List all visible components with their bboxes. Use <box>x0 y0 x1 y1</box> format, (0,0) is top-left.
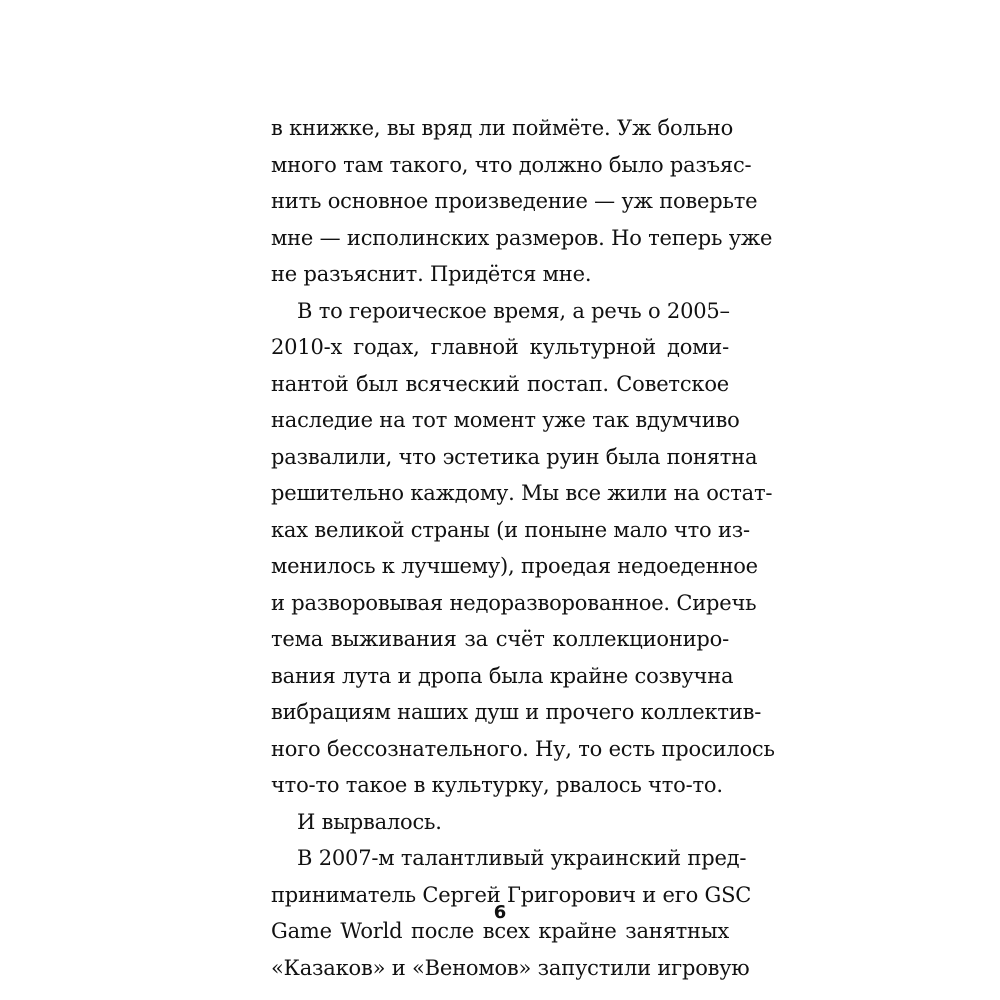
text-line: 2010-х годах, главной культурной доми- <box>271 335 729 359</box>
text-line: Game World после всех крайне занятных <box>271 919 729 943</box>
text-line: ного бессознательного. Ну, то есть просилось <box>271 736 775 761</box>
text-line: и разворовывая недоразворованное. Сиречь <box>271 590 757 615</box>
text-line: развалили, что эстетика руин была понятна <box>271 444 758 469</box>
body-text <box>271 110 775 986</box>
page-number: 6 <box>493 902 507 923</box>
text-line: нить основное произведение — уж поверьте <box>271 189 758 213</box>
text-line: много там такого, что должно было разъяс- <box>271 152 752 177</box>
text-line: приниматель Сергей Григорович и его GSC <box>271 882 752 907</box>
text-line: мне — исполинских размеров. Но теперь уже <box>271 225 773 250</box>
text-line: В то героическое время, а речь о 2005– <box>297 298 730 323</box>
text-line: менилось к лучшему), проедая недоеденное <box>271 554 758 578</box>
text-line: не разъяснит. Придётся мне. <box>271 262 592 286</box>
text-line: вибрациям наших душ и прочего коллектив- <box>271 700 762 724</box>
text-line: ках великой страны (и поныне мало что из- <box>271 517 750 542</box>
text-line: тема выживания за счёт коллекциониро- <box>271 627 729 651</box>
text-line: наследие на тот момент уже так вдумчиво <box>271 408 740 432</box>
text-line: В 2007-м талантливый украинский пред- <box>297 846 747 870</box>
text-line: И вырвалось. <box>297 809 442 834</box>
text-line: вания лута и дропа была крайне созвучна <box>271 663 734 688</box>
text-line: нантой был всяческий постап. Советское <box>271 371 729 396</box>
text-line: в книжке, вы вряд ли поймёте. Уж больно <box>271 116 734 140</box>
text-line: «Казаков» и «Веномов» запустили игровую <box>271 955 750 980</box>
text-line: что-то такое в культурку, рвалось что-то. <box>271 773 723 797</box>
text-line: решительно каждому. Мы все жили на остат- <box>271 481 773 505</box>
